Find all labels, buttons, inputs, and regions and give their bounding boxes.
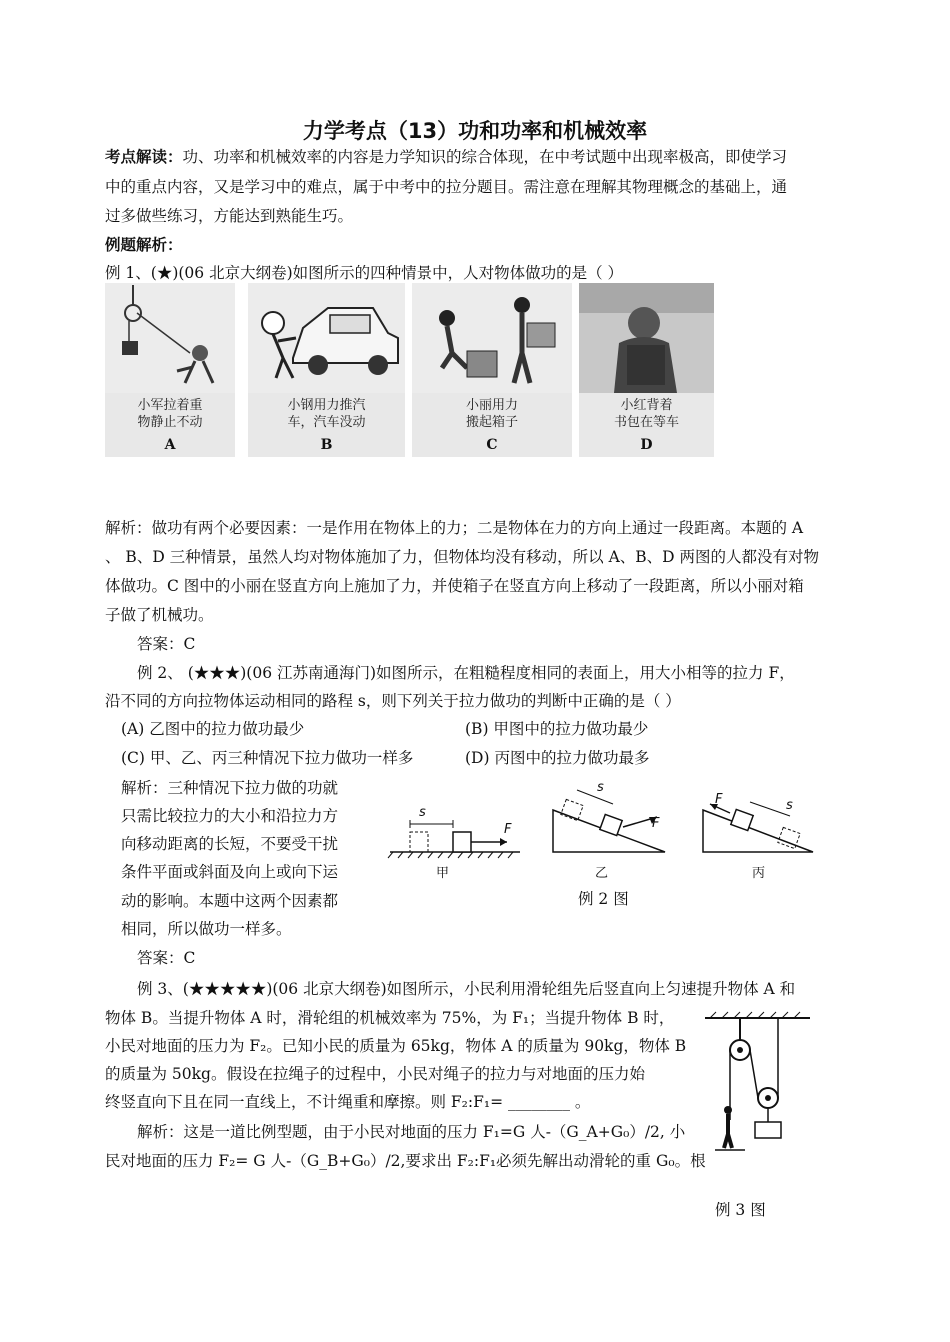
ex3-analysis-1: 解析：这是一道比例型题，由于小民对地面的压力 F₁=G 人-（G_A+G₀）/2, 小	[137, 1123, 686, 1141]
ex2-option-c: (C) 甲、乙、丙三种情况下拉力做功一样多	[121, 749, 414, 767]
ex1-analysis-4: 子做了机械功。	[105, 606, 214, 624]
backpack-person-photo	[579, 283, 714, 393]
ex2-s-label-1: s	[419, 805, 426, 820]
ex3-analysis-2: 民对地面的压力 F₂= G 人-（G_B+G₀）/2,要求出 F₂:F₁必须先解出动滑轮的重 G₀。根	[105, 1152, 706, 1170]
ex2-analysis-2: 只需比较拉力的大小和沿拉力方	[121, 807, 339, 825]
ex1-question: 例 1、(★)(06 北京大纲卷)如图所示的四种情景中，人对物体做功的是（ ）	[105, 264, 624, 282]
ex2-f-label-3: F	[715, 792, 723, 807]
intro-line-3: 过多做些练习，方能达到熟能生巧。	[105, 207, 354, 225]
ex3-line-1: 例 3、(★★★★★)(06 北京大纲卷)如图所示，小民利用滑轮组先后竖直向上匀速提升物体 A 和	[137, 980, 796, 998]
ex2-option-d: (D) 丙图中的拉力做功最多	[465, 749, 650, 767]
ex2-option-b: (B) 甲图中的拉力做功最少	[465, 720, 649, 738]
intro-line-1: 考点解读：功、功率和机械效率的内容是力学知识的综合体现，在中考试题中出现率极高，即使学习	[105, 148, 788, 166]
pushing-car-illustration	[248, 283, 405, 393]
ex2-f-label-1: F	[504, 822, 512, 837]
intro-line-2: 中的重点内容，又是学习中的难点，属于中考中的拉分题目。需注意在理解其物理概念的基础上，通	[105, 178, 788, 196]
ex2-s-label-2: s	[597, 780, 604, 795]
ex2-label-yi: 乙	[595, 866, 609, 881]
ex2-analysis-1: 解析：三种情况下拉力做的功就	[121, 779, 339, 797]
ex1-analysis-1: 解析：做功有两个必要因素：一是作用在物体上的力；二是物体在力的方向上通过一段距离。本题的 A	[105, 519, 804, 537]
ex3-pulley-figure	[700, 1010, 830, 1160]
lifting-box-illustration	[412, 283, 572, 393]
ex1-picture-d: 小红背着 书包在等车 D	[579, 283, 714, 457]
ex3-figure-caption: 例 3 图	[715, 1201, 766, 1219]
ex3-line-3: 小民对地面的压力为 F₂。已知小民的质量为 65kg，物体 A 的质量为 90kg，物体 B	[105, 1037, 687, 1055]
ex1-picture-a: 小军拉着重 物静止不动 A	[105, 283, 235, 457]
ex2-analysis-5: 动的影响。本题中这两个因素都	[121, 892, 339, 910]
ex2-label-jia: 甲	[436, 866, 450, 881]
ex2-figure	[385, 780, 825, 860]
ex2-figure-caption: 例 2 图	[578, 890, 629, 908]
ex2-answer: 答案：C	[137, 949, 196, 967]
ex1-answer: 答案：C	[137, 635, 196, 653]
ex2-analysis-3: 向移动距离的长短，不要受干扰	[121, 835, 339, 853]
ex2-analysis-6: 相同，所以做功一样多。	[121, 920, 292, 938]
ex2-label-bing: 丙	[752, 866, 766, 881]
ex1-picture-b: 小钢用力推汽 车，汽车没动 B	[248, 283, 405, 457]
pulling-person-illustration	[105, 283, 235, 393]
ex1-analysis-2: 、 B、D 三种情景，虽然人均对物体施加了力，但物体均没有移动，所以 A、B、D 两图的人都没有对物	[105, 548, 820, 566]
examples-heading: 例题解析：	[105, 236, 183, 254]
ex1-analysis-3: 体做功。C 图中的小丽在竖直方向上施加了力，并使箱子在竖直方向上移动了一段距离，所以小丽对箱	[105, 577, 804, 595]
ex3-line-2: 物体 B。当提升物体 A 时，滑轮组的机械效率为 75%，为 F₁；当提升物体 B 时，	[105, 1009, 675, 1027]
ex3-line-4: 的质量为 50kg。假设在拉绳子的过程中，小民对绳子的拉力与对地面的压力始	[105, 1065, 645, 1083]
intro-label: 考点解读：	[105, 148, 183, 166]
ex1-picture-c: 小丽用力 搬起箱子 C	[412, 283, 572, 457]
ex2-s-label-3: s	[786, 798, 793, 813]
ex2-question-2: 沿不同的方向拉物体运动相同的路程 s，则下列关于拉力做功的判断中正确的是（ ）	[105, 692, 681, 710]
ex2-f-label-2: F	[652, 816, 660, 831]
ex2-analysis-4: 条件平面或斜面及向上或向下运	[121, 863, 339, 881]
ex3-line-5: 终竖直向下且在同一直线上，不计绳重和摩擦。则 F₂:F₁= ________ 。	[105, 1093, 591, 1111]
ex2-option-a: (A) 乙图中的拉力做功最少	[121, 720, 305, 738]
page-title: 力学考点（13）功和功率和机械效率	[302, 119, 648, 143]
ex2-question-1: 例 2、 (★★★)(06 江苏南通海门)如图所示，在粗糙程度相同的表面上，用大小相等的拉力 F，	[137, 664, 795, 682]
